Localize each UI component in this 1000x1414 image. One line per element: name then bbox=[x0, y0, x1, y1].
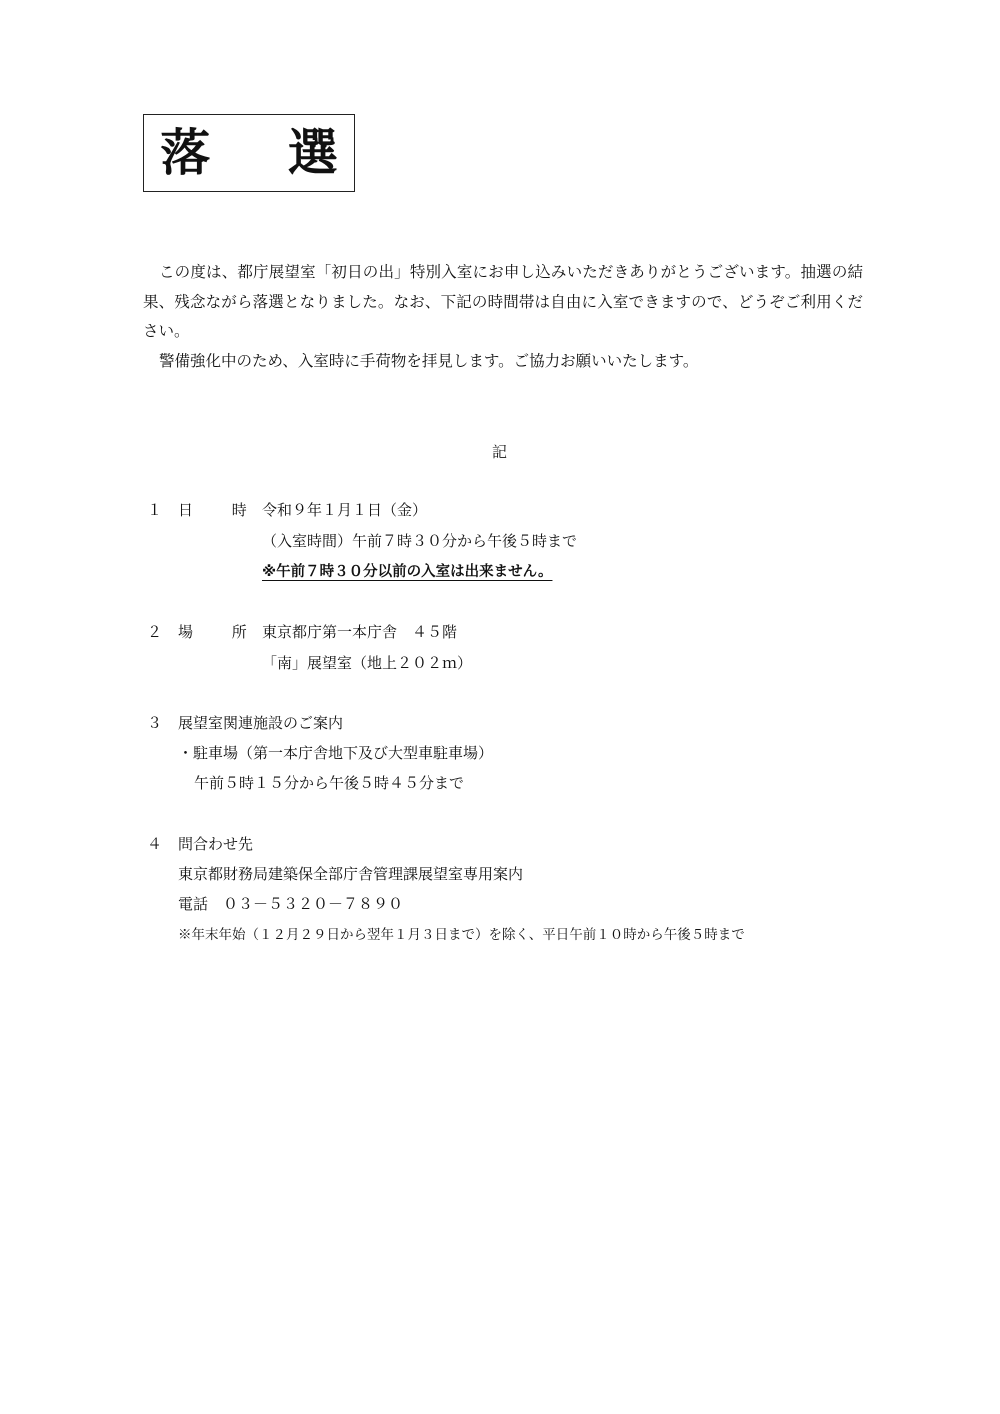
intro-paragraph-1: この度は、都庁展望室「初日の出」特別入室にお申し込みいただきありがとうございます。抽選の結果、残念ながら落選となりました。なお、下記の時間帯は自由に入室できますので、どうぞご利用ください。 bbox=[143, 263, 863, 340]
item-number: １ bbox=[147, 501, 163, 519]
contact-heading: 問合わせ先 bbox=[178, 835, 254, 853]
item-number: ４ bbox=[147, 835, 163, 853]
contact-hours-note: ※年末年始（１２月２９日から翌年１月３日まで）を除く、平日午前１０時から午後５時まで bbox=[178, 927, 745, 943]
item-number: ２ bbox=[147, 623, 163, 641]
ki-heading: 記 bbox=[492, 443, 508, 461]
entry-hours: （入室時間）午前７時３０分から午後５時まで bbox=[262, 532, 578, 550]
contact-organization: 東京都財務局建築保全部庁舎管理課展望室専用案内 bbox=[178, 865, 524, 883]
intro-paragraph-2: 警備強化中のため、入室時に手荷物を拝見します。ご協力お願いいたします。 bbox=[159, 351, 699, 370]
item-number: ３ bbox=[147, 714, 163, 732]
room-name: 「南」展望室（地上２０２ｍ） bbox=[262, 654, 473, 672]
facilities-heading: 展望室関連施設のご案内 bbox=[178, 714, 344, 732]
page-title: 落 選 bbox=[160, 124, 368, 182]
entry-restriction-note: ※午前７時３０分以前の入室は出来ません。 bbox=[262, 564, 553, 580]
item-label: 日 時 bbox=[178, 501, 264, 519]
parking-hours: 午前５時１５分から午後５時４５分まで bbox=[194, 774, 465, 792]
event-date: 令和９年１月１日（金） bbox=[262, 501, 428, 519]
building-name: 東京都庁第一本庁舎 ４５階 bbox=[262, 623, 458, 641]
contact-phone: 電話 ０３－５３２０－７８９０ bbox=[178, 895, 404, 913]
item-label: 場 所 bbox=[178, 623, 264, 641]
parking-info: ・駐車場（第一本庁舎地下及び大型車駐車場） bbox=[178, 744, 494, 762]
title-box bbox=[143, 114, 368, 192]
intro-text bbox=[143, 258, 863, 376]
